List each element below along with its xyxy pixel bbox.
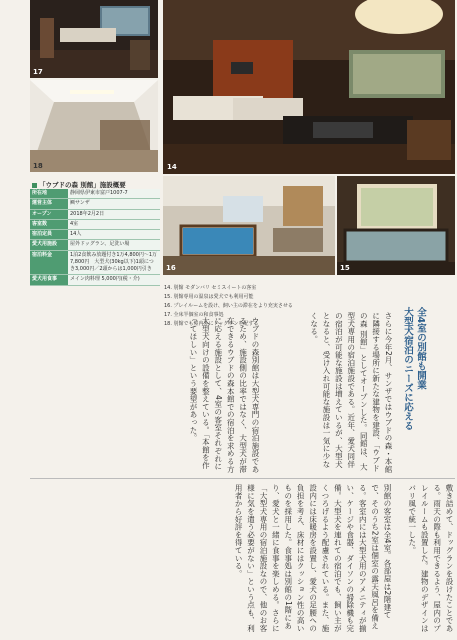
- column-divider: [30, 478, 455, 479]
- indoor-dogrun-illustration: [30, 80, 158, 172]
- caption-17: 17. 全床半個室の和食事処: [164, 312, 224, 318]
- headline-line-2: 大型犬宿泊のニーズに応える: [402, 307, 413, 431]
- photo-indoor-dogrun: [30, 80, 158, 172]
- guest-room-illustration: [163, 0, 455, 174]
- table-row: 愛犬用施設 屋外ドッグラン、足洗い場: [30, 240, 160, 250]
- photo-play-room: [163, 176, 335, 275]
- body-text-column-3: 別館の客室は全4室。各部屋は2階建てで、そのうち2室は個室の露天風呂を備える。客室内には大型犬用のアメニティが揃い、ケージや食器、ダイソンの掃除機も完備。大型犬を連れての宿泊でも、飼い主がくつろげるよう配慮されている。また、施設内には床暖房を設置し、愛犬の足腰への負担を考え、床材にはクッション性の高いものを採用した。食事処は別館の1階にあり、愛犬と一緒に食事を楽しめる。さらに「大型犬専用の宿泊施設なので、他のお客様に気を遣う必要がない」という点も、利用者から好評を得ている。: [234, 484, 392, 633]
- body-text-column-2: ウブドの森別館は大型犬専門の宿泊施設であるため、施設側の比率ではなく、大型犬が滞在できるウブドの森本館での宿泊を求める方に応える施設として、4室の客室それぞれに大型犬向けの設備を整えている。「本館を作ってほしい」という要望があった。: [188, 317, 260, 473]
- table-row: 運営主体 ㈱サンザ: [30, 199, 160, 209]
- caption-16: 16. プレイルームを設け、飼い主の滞在をより充実させる: [164, 303, 293, 309]
- headline-line-1: 全4室の別館も開業: [415, 307, 426, 390]
- table-row: 客室数 4室: [30, 219, 160, 229]
- photo-hot-spring: [337, 176, 455, 275]
- dining-room-illustration: [30, 0, 158, 78]
- photo-number: 16: [166, 264, 176, 272]
- photo-dining-room: [30, 0, 158, 78]
- photo-number: 15: [340, 264, 350, 272]
- facility-overview-table: [30, 189, 160, 286]
- photo-number: 17: [33, 68, 43, 76]
- body-text-column-1: さらに今年2月、サンザではウブドの森・本館に隣接する場所に新たな建物を建設、「ウブドの森 別館」としてオープンした。同館は、大型犬専用の宿泊施設である。近年、愛犬同伴の宿泊が可能な施設は増えているが、大型犬となると、受け入れ可能な施設は一気に少なくなる。: [309, 312, 393, 474]
- photo-number: 18: [33, 162, 43, 170]
- hot-spring-illustration: [337, 176, 455, 275]
- caption-18: 18. 別館でも屋内外にドッグランを配する: [164, 321, 259, 327]
- caption-14: 14. 別館 モダンバリ セミスイートの客室: [164, 285, 257, 291]
- table-row: 宿泊料金 1泊2食飲み放題付き1万4,800円～1万7,800円 大型犬(30kg以下)1頭につき3,000円／2頭からは1,000円引き: [30, 250, 160, 275]
- caption-15: 15. 別館専用の温泉は愛犬でも利用可能: [164, 294, 254, 300]
- photo-number: 14: [167, 163, 177, 171]
- table-row: オープン 2018年2月2日: [30, 209, 160, 219]
- table-row: 所在地 静岡県伊東市富戸1007-7: [30, 189, 160, 199]
- table-row: 宿泊定員 14人: [30, 230, 160, 240]
- section-headline: [401, 307, 427, 457]
- play-room-illustration: [163, 176, 335, 275]
- facility-overview-title: 「ウブドの森 別館」施設概要: [32, 180, 126, 189]
- bullet-square-icon: [32, 183, 37, 188]
- body-text-column-4: 敷き詰めて、ドッグランを設けたことである。雨天の際も利用できるよう、屋内のプレイルームも設置した。建物のデザインはバリ風で統一した。: [407, 484, 454, 633]
- table-row: 愛犬用食事 メイン肉料理 5,000円(税・介): [30, 275, 160, 285]
- photo-guest-room: [163, 0, 455, 174]
